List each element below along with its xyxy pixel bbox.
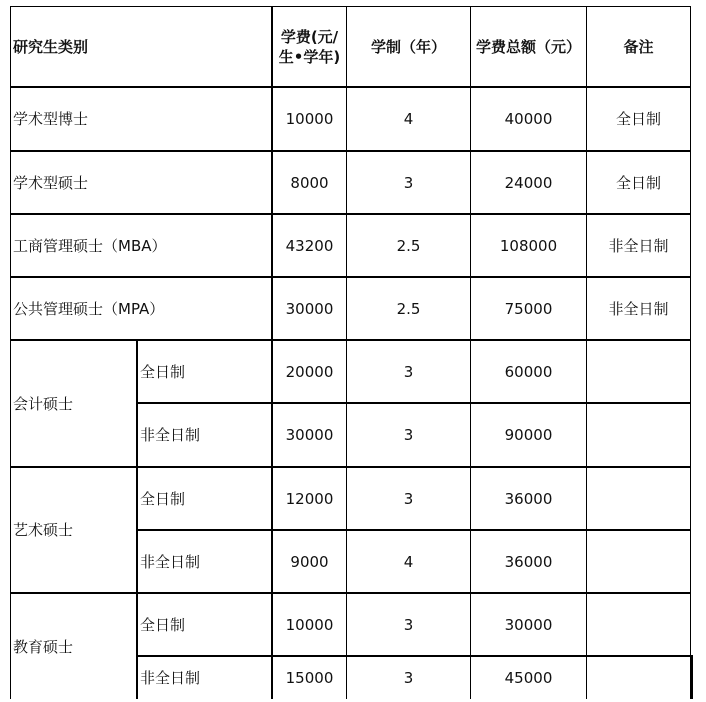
row-note: 全日制 <box>615 173 661 192</box>
row-category: 工商管理硕士（MBA） <box>13 236 167 255</box>
table-border-right-tail <box>691 655 693 699</box>
row-note <box>587 594 690 655</box>
header-note: 备注 <box>623 37 654 56</box>
row-fee: 30000 <box>285 299 334 318</box>
row-fee: 10000 <box>285 615 334 634</box>
header-years: 学制（年） <box>370 37 446 56</box>
row-years: 3 <box>403 615 414 634</box>
row-years: 3 <box>403 489 414 508</box>
row-fee: 20000 <box>285 362 334 381</box>
group-mode: 全日制 <box>140 362 186 381</box>
header-total: 学费总额（元） <box>475 37 581 56</box>
group-mode: 非全日制 <box>140 669 201 687</box>
group-mode: 全日制 <box>140 615 186 634</box>
row-category: 学术型博士 <box>13 110 89 128</box>
row-total: 108000 <box>499 236 558 255</box>
group-category: 教育硕士 <box>13 637 74 656</box>
header-fee-line2: 生•学年) <box>278 47 341 66</box>
row-fee: 12000 <box>285 489 334 508</box>
header-fee <box>273 7 346 86</box>
row-note: 非全日制 <box>608 236 669 255</box>
row-total: 45000 <box>504 669 553 687</box>
header-fee-line1: 学费(元/ <box>280 27 339 46</box>
row-fee: 9000 <box>290 552 329 571</box>
row-years: 2.5 <box>396 236 421 255</box>
row-years: 3 <box>403 669 414 687</box>
row-total: 36000 <box>504 489 553 508</box>
row-years: 3 <box>403 426 414 444</box>
row-total: 24000 <box>504 173 553 192</box>
row-total: 90000 <box>504 426 553 444</box>
row-category: 学术型硕士 <box>13 173 89 192</box>
header-category: 研究生类别 <box>13 37 89 56</box>
row-total: 60000 <box>504 362 553 381</box>
group-category: 会计硕士 <box>13 394 74 413</box>
row-total: 30000 <box>504 615 553 634</box>
row-note <box>587 657 690 699</box>
row-total: 40000 <box>504 110 553 128</box>
row-years: 2.5 <box>396 299 421 318</box>
row-fee: 10000 <box>285 110 334 128</box>
group-mode: 全日制 <box>140 489 186 508</box>
row-note <box>587 468 690 529</box>
group-mode: 非全日制 <box>140 426 201 444</box>
row-fee: 43200 <box>285 236 334 255</box>
row-fee: 15000 <box>285 669 334 687</box>
group-category: 艺术硕士 <box>13 521 74 539</box>
row-years: 3 <box>403 173 414 192</box>
row-years: 4 <box>403 552 414 571</box>
row-fee: 30000 <box>285 426 334 444</box>
row-category: 公共管理硕士（MPA） <box>13 299 165 318</box>
row-total: 75000 <box>504 299 553 318</box>
row-years: 3 <box>403 362 414 381</box>
row-note: 非全日制 <box>608 299 669 318</box>
row-note <box>587 531 690 592</box>
row-years: 4 <box>403 110 414 128</box>
row-note <box>587 404 690 466</box>
row-total: 36000 <box>504 552 553 571</box>
row-note: 全日制 <box>615 110 661 128</box>
group-mode: 非全日制 <box>140 552 201 571</box>
row-note <box>587 341 690 402</box>
row-fee: 8000 <box>290 173 329 192</box>
table-border-right <box>690 6 691 699</box>
